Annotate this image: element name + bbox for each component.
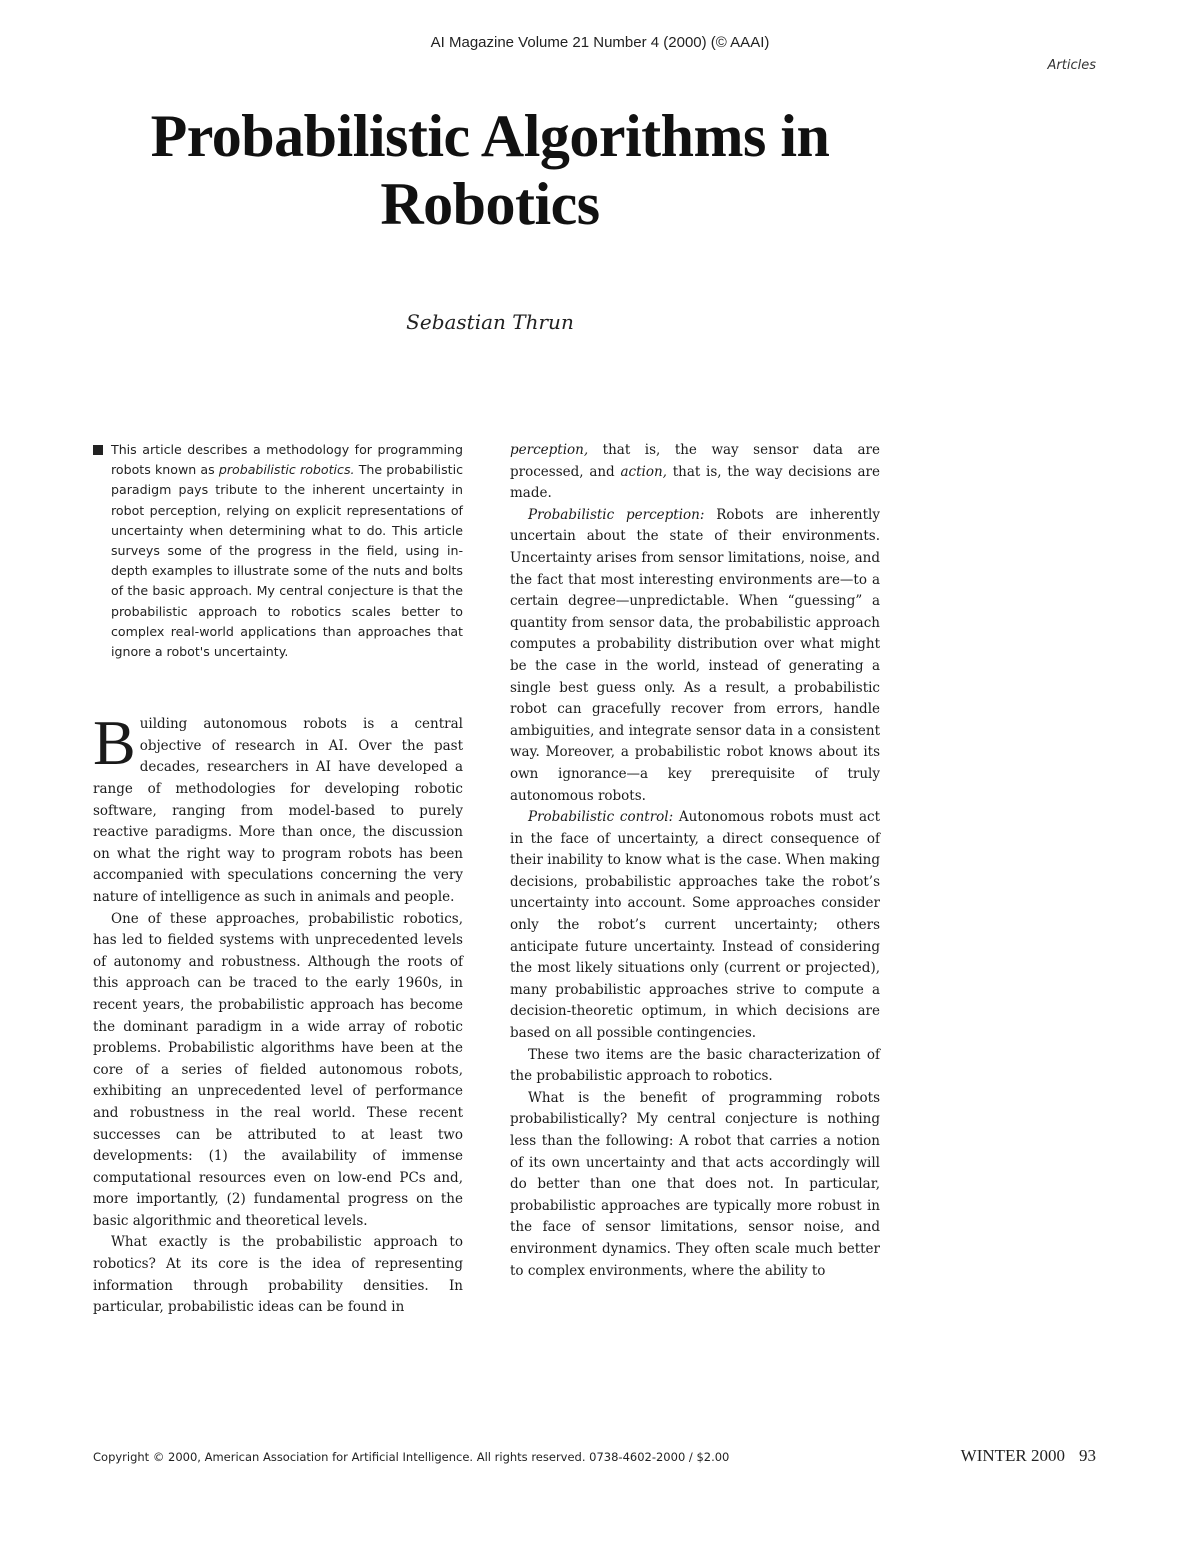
emphasis: Probabilistic control: xyxy=(528,809,674,826)
abstract-text-pre: This article describes a methodology for programming robots known as xyxy=(111,442,463,478)
emphasis: Probabilistic perception: xyxy=(528,506,705,523)
abstract xyxy=(93,440,463,662)
emphasis: perception, xyxy=(510,442,589,458)
paragraph xyxy=(93,707,463,908)
abstract-text-emphasis: probabilistic robotics. xyxy=(218,462,355,478)
emphasis: action, xyxy=(620,463,667,480)
drop-cap: B xyxy=(93,707,136,779)
footer-issue xyxy=(961,1446,1096,1466)
title-line-1: Probabilistic Algorithms in xyxy=(150,103,830,169)
abstract-text-post: The probabilistic paradigm pays tribute to the inherent uncertainty in robot perception, relying on explicit representations of uncertainty when determining what to do. This article surveys some of the progress in the field, using in-depth examples to illustrate some of the nuts and bolts of the basic approach. My central conjecture is that the probabilistic approach to robotics scales better to complex real-world applications than approaches that ignore a robot's uncertainty. xyxy=(111,462,464,660)
paragraph-text: Autonomous robots must act in the face of uncertainty, a direct consequence of their inability to know what is the case. When making decisions, probabilistic approaches take the robot’s uncertainty into account. Some approaches consider only the robot’s current uncertainty; others anticipate future uncertainty. Instead of considering the most likely situations only (current or projected), many probabilistic approaches strive to compute a decision-theoretic optimum, in which decisions are based on all possible contingencies. xyxy=(510,809,880,1042)
footer-copyright: Copyright © 2000, American Association for Artificial Intelligence. All rights reserved. 0738-4602-2000 / $2.00 xyxy=(93,1450,730,1464)
paragraph-text: that is, the way sensor data are processed, and xyxy=(510,442,880,480)
masthead: AI Magazine Volume 21 Number 4 (2000) (© AAAI) xyxy=(430,34,770,51)
paragraph-text: that is, the way decisions are made. xyxy=(510,463,880,502)
paragraph: One of these approaches, probabilistic robotics, has led to fielded systems with unprecedented levels of autonomy and robustness. Although the roots of this approach can be traced to the early 1960s, in recent years, the probabilistic approach has become the dominant paradigm in a wide array of robotic problems. Probabilistic algorithms have been at the core of a series of fielded autonomous robots, exhibiting an unprecedented level of performance and robustness in the real world. These recent successes can be attributed to at least two developments: (1) the availability of immense computational resources even on low-end PCs and, more importantly, (2) fundamental progress on the basic algorithmic and theoretical levels. xyxy=(93,910,463,1229)
paragraph xyxy=(510,440,880,505)
paragraph: What exactly is the probabilistic approach to robotics? At its core is the idea of representing information through probability densities. In particular, probabilistic ideas can be found in xyxy=(93,1234,463,1316)
paragraph: These two items are the basic characterization of the probabilistic approach to robotics. xyxy=(510,1046,880,1085)
paragraph: What is the benefit of programming robots probabilistically? My central conjecture is nothing less than the following: A robot that carries a notion of its own uncertainty and that acts accordingly will do better than one that does not. In particular, probabilistic approaches are typically more robust in the face of sensor limitations, sensor noise, and environment dynamics. They often scale much better to complex environments, where the ability to xyxy=(510,1089,880,1279)
paragraph-text: uilding autonomous robots is a central objective of research in AI. Over the past decades, researchers in AI have developed a range of methodologies for developing robotic software, ranging from model-based to purely reactive paradigms. More than once, the discussion on what the right way to program robots has been accompanied with speculations concerning the very nature of intelligence as such in animals and people. xyxy=(93,716,463,905)
left-body xyxy=(93,707,463,1319)
page-number: 93 xyxy=(1079,1446,1096,1465)
right-column xyxy=(510,440,880,1282)
section-label: Articles xyxy=(1047,58,1096,73)
paragraph-text: Robots are inherently uncertain about the state of their environments. Uncertainty arises from sensor limitations, noise, and the fact that most interesting environments are—to a certain degree—unpredictable. When “guessing” a quantity from sensor data, the probabilistic approach computes a probability distribution over what might be the case in the world, instead of generating a single best guess only. As a result, a probabilistic robot can gracefully recover from errors, handle ambiguities, and integrate sensor data in a consistent way. Moreover, a probabilistic robot knows about its own ignorance—a key prerequisite of truly autonomous robots. xyxy=(510,506,880,804)
paragraph xyxy=(510,807,880,1045)
title-line-2: Robotics xyxy=(380,171,600,237)
abstract-bullet-icon xyxy=(93,445,103,455)
article-title xyxy=(100,102,880,238)
left-column xyxy=(93,440,463,1319)
paragraph xyxy=(510,505,880,807)
issue-label: WINTER 2000 xyxy=(960,1446,1065,1465)
author-name: Sebastian Thrun xyxy=(406,310,574,334)
right-body xyxy=(510,440,880,1282)
